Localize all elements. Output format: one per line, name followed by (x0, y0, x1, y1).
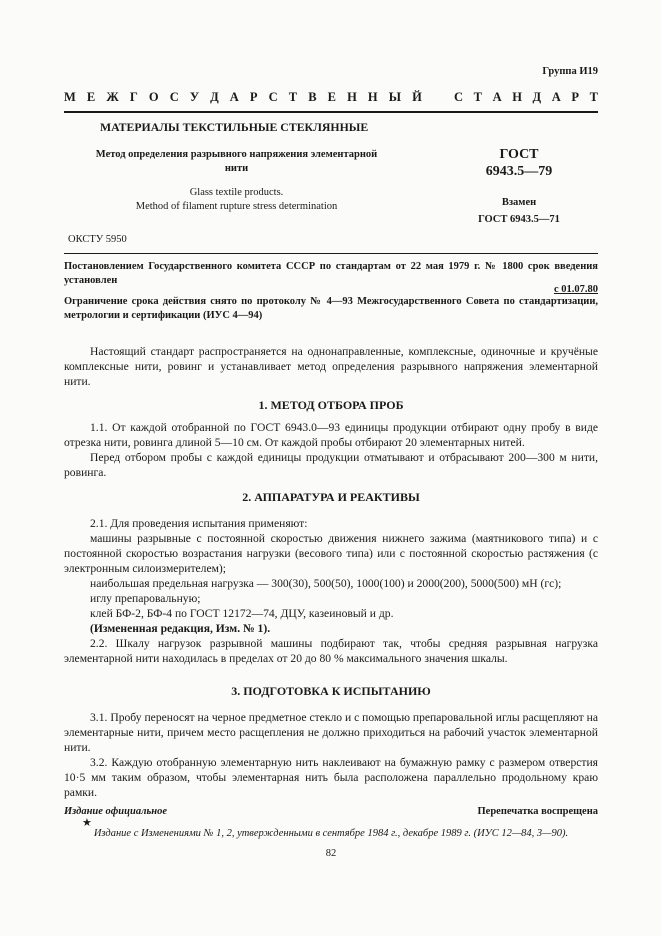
paragraph: клей БФ-2, БФ-4 по ГОСТ 12172—74, ДЦУ, казеиновый и др. (90, 607, 394, 620)
title-rule (64, 253, 598, 254)
banner-letter: Н (512, 90, 522, 104)
english-title (64, 186, 409, 214)
replaces-label: Взамен (501, 197, 537, 208)
paragraph: иглу препаровальную; (90, 592, 201, 605)
banner-letter: М (64, 90, 76, 104)
banner-letter: А (492, 90, 502, 104)
banner-letter: О (148, 90, 159, 104)
header-rule (64, 111, 598, 113)
decree-text: Постановлением Государственного комитета СССР по стандартам от 22 мая 1979 г. № 1800 срок введения установлен (64, 261, 598, 286)
banner-letter: Д (210, 90, 219, 104)
banner-letter: Е (86, 90, 96, 104)
banner-letter: Й (412, 90, 422, 104)
gost-number: 6943.5—79 (485, 164, 553, 179)
banner-letter: Ж (106, 90, 119, 104)
amendment-note: (Измененная редакция, Изм. № 1). (90, 622, 271, 635)
decree-date: с 01.07.80 (553, 284, 598, 295)
english-title-line2: Method of filament rupture stress determination (135, 201, 338, 212)
edition-note: Издание с Изменениями № 1, 2, утвержденными в сентябре 1984 г., декабре 1989 г. (ИУС 12—84, 3—90). (93, 828, 569, 839)
official-edition-label: Издание официальное (64, 806, 168, 817)
banner-letter: С (169, 90, 179, 104)
replaces-number: ГОСТ 6943.5—71 (478, 214, 560, 225)
banner-letter: Д (532, 90, 542, 104)
banner-letter: Р (571, 90, 579, 104)
banner-letter: В (308, 90, 317, 104)
intro-paragraph: Настоящий стандарт распространяется на однонаправленные, комплексные, одиночные и кручёные комплексные нити, ровинг и устанавливает метод определения разрывного напряжения элементарной нити. (64, 345, 598, 388)
english-title-line1: Glass textile products. (189, 187, 284, 198)
restriction-text: Ограничение срока действия снято по протоколу № 4—93 Межгосударственного Совета по стандартизации, метрологии и сертификации (ИУС 4—94) (64, 296, 598, 321)
paragraph: Перед отбором пробы с каждой единицы продукции отматывают и отбрасывают 200—300 м нити, ровинга. (64, 451, 598, 479)
section-heading: 2. АППАРАТУРА И РЕАКТИВЫ (242, 490, 420, 504)
banner-letter: Т (589, 90, 598, 104)
banner-word-standard (454, 90, 598, 105)
okstu-code: ОКСТУ 5950 (68, 234, 127, 245)
method-title-line2: нити (224, 163, 249, 174)
reprint-notice: Перепечатка воспрещена (477, 806, 598, 817)
banner-letter: А (229, 90, 239, 104)
banner-letter: Ы (388, 90, 402, 104)
banner-letter: С (268, 90, 278, 104)
banner-letter: Т (473, 90, 482, 104)
method-title (64, 148, 409, 176)
star-mark: ★ (82, 817, 92, 829)
banner-letter: Н (367, 90, 378, 104)
banner-letter: Н (347, 90, 357, 104)
section-heading: 3. ПОДГОТОВКА К ИСПЫТАНИЮ (231, 684, 431, 698)
method-title-line1: Метод определения разрывного напряжения элементарной (95, 149, 378, 160)
paragraph: 3.1. Пробу переносят на черное предметное стекло и с помощью препаровальной иглы расщепляют на элементарные нити, причем место расщепления не должно приходиться на рабочий участок элементарной нити. (64, 711, 598, 754)
standard-title: МАТЕРИАЛЫ ТЕКСТИЛЬНЫЕ СТЕКЛЯННЫЕ (100, 120, 369, 134)
banner-letter: Т (288, 90, 298, 104)
banner-word-interstate (64, 90, 422, 105)
paragraph: наибольшая предельная нагрузка — 300(30), 500(50), 1000(100) и 2000(200), 5000(500) мН (гс); (90, 577, 562, 590)
page-number: 82 (325, 848, 337, 859)
banner-letter: С (454, 90, 464, 104)
gost-label: ГОСТ (499, 147, 539, 162)
banner-letter: Р (249, 90, 258, 104)
banner-letter: Е (327, 90, 336, 104)
section-body (64, 420, 598, 480)
gost-designation (440, 146, 598, 180)
section-heading: 1. МЕТОД ОТБОРА ПРОБ (258, 398, 404, 412)
section-body (64, 516, 598, 666)
paragraph: 1.1. От каждой отобранной по ГОСТ 6943.0—93 единицы продукции отбирают одну пробу в виде отрезка нити, ровинга длиной 5—10 см. От каждой пробы отбирают 20 элементарных нитей. (64, 421, 598, 449)
section-body (64, 710, 598, 800)
banner-letter: А (551, 90, 561, 104)
paragraph: 2.2. Шкалу нагрузок разрывной машины подбирают так, чтобы средняя разрывная нагрузка элементарной нити находилась в пределах от 20 до 80 % максимального значения шкалы. (64, 637, 598, 665)
banner-letter: Г (129, 90, 138, 104)
paragraph: 3.2. Каждую отобранную элементарную нить наклеивают на бумажную рамку с размером отверстия 10·5 мм таким образом, чтобы элементарная нить была расположена параллельно продольному краю рамки. (64, 756, 598, 799)
paragraph: 2.1. Для проведения испытания применяют: (90, 517, 308, 530)
group-label: Группа И19 (542, 66, 598, 77)
paragraph: машины разрывные с постоянной скоростью движения нижнего зажима (маятникового типа) и с постоянной скоростью возрастания нагрузки (весового типа) или с постоянной скоростью растяжения (с электронным силоизмерителем); (64, 532, 598, 575)
replaces-block (440, 194, 598, 228)
banner-letter: У (189, 90, 199, 104)
